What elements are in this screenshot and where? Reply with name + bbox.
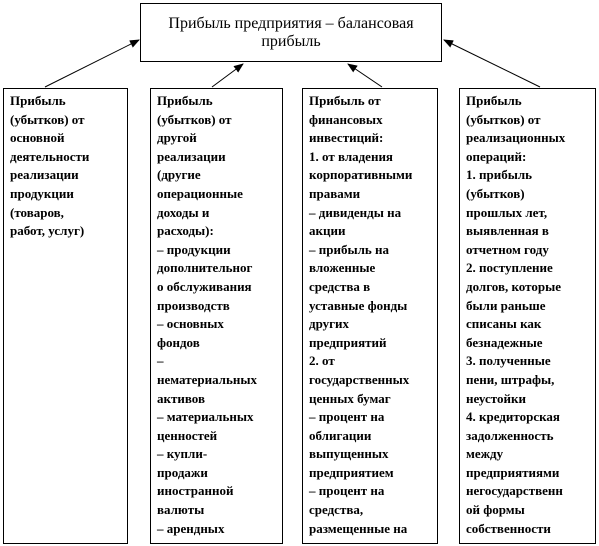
box-text-line: Прибыль: [466, 93, 522, 108]
box-text-line: активов: [157, 390, 205, 406]
box-text-line: средства в: [309, 278, 371, 294]
non-sales-operations-profit-box: [459, 88, 596, 544]
box-text-line: расходы):: [157, 223, 214, 239]
box-text-line: уставные фонды: [309, 297, 408, 313]
box-text-line: доходы и: [157, 204, 210, 220]
box-text-line: 2. поступление: [466, 260, 553, 276]
box-text-line: задолженность: [466, 427, 554, 443]
box-text-line: продукции: [10, 185, 74, 201]
box-text-line: Прибыль: [157, 93, 213, 108]
box-text-line: операций:: [466, 148, 527, 164]
box-text-line: облигации: [309, 427, 372, 443]
box-text-line: других: [309, 316, 350, 332]
box-text-line: – основных: [157, 316, 224, 332]
box-text-line: деятельности: [10, 148, 90, 164]
box-text-line: ценных бумаг: [309, 390, 391, 406]
box-text-line: финансовых: [309, 111, 383, 127]
box-text-line: Прибыль от: [309, 93, 381, 108]
arrow-col1-to-title: [45, 40, 139, 87]
box-text-line: неустойки: [466, 390, 526, 406]
box-text-line: 4. кредиторская: [466, 409, 560, 425]
box-text-line: инвестиций:: [309, 130, 384, 146]
box-text-line: дополнительног: [157, 260, 253, 276]
box-text-line: ценностей: [157, 427, 218, 443]
box-text-line: – прибыль на: [309, 241, 390, 257]
box-text-line: 1. прибыль: [466, 167, 533, 183]
box-text-line: (убытков) от: [157, 111, 232, 127]
arrow-col4-to-title: [444, 40, 540, 87]
box-text-line: (убытков): [466, 185, 525, 201]
box-text-line: – процент на: [309, 409, 385, 425]
box-text-line: – арендных: [157, 520, 225, 536]
box-text-line: основной: [10, 130, 65, 146]
box-text-line: ой формы: [466, 502, 525, 518]
box-text-line: – материальных: [157, 409, 254, 425]
box-text-line: о обслуживания: [157, 278, 252, 294]
box-text-line: предприятий: [309, 334, 387, 350]
box-text-line: списаны как: [466, 316, 542, 332]
box-text-line: (убытков) от: [466, 111, 541, 127]
box-text-line: – продукции: [157, 241, 231, 257]
box-text-line: долгов, которые: [466, 278, 561, 294]
box-text-line: отчетном году: [466, 241, 549, 257]
box-text-line: прошлых лет,: [466, 204, 548, 220]
box-text-line: иностранной: [157, 483, 234, 499]
box-text-line: реализации: [10, 167, 79, 183]
box-text-line: государственных: [309, 371, 410, 387]
box-text-line: реализации: [157, 148, 226, 164]
arrow-col3-to-title: [348, 64, 382, 87]
box-text-line: операционные: [157, 185, 243, 201]
box-text-line: корпоративными: [309, 167, 413, 183]
title-text: [168, 15, 413, 51]
box-text-line: собственности: [466, 520, 551, 536]
box-text-line: работ, услуг): [10, 223, 85, 239]
box-text-line: вложенные: [309, 260, 376, 276]
box-text-line: реализационных: [466, 130, 566, 146]
box-text-line: (убытков) от: [10, 111, 85, 127]
box-text-line: между: [466, 446, 504, 462]
box-text-line: валюты: [157, 502, 205, 518]
arrow-col2-to-title: [212, 64, 243, 87]
box-text-line: –: [157, 353, 164, 369]
title-line: прибыль: [261, 32, 321, 50]
box-text-line: – дивиденды на: [309, 204, 402, 220]
operating-activity-profit-box: [3, 88, 128, 544]
title-box: [140, 3, 442, 62]
box-text-line: предприятиями: [466, 464, 560, 480]
box-text-line: предприятием: [309, 464, 394, 480]
box-text-line: пени, штрафы,: [466, 371, 555, 387]
box-text-line: Прибыль: [10, 93, 66, 108]
box-text-line: – процент на: [309, 483, 385, 499]
box-text-line: 1. от владения: [309, 148, 393, 164]
box-text-line: производств: [157, 297, 230, 313]
box-text-line: 3. полученные: [466, 353, 551, 369]
box-text-line: (товаров,: [10, 204, 64, 220]
box-text-line: фондов: [157, 334, 200, 350]
box-text-line: размещенные на: [309, 520, 408, 536]
box-text-line: нематериальных: [157, 371, 257, 387]
box-text-line: – купли-: [157, 446, 208, 462]
box-text-line: были раньше: [466, 297, 546, 313]
financial-investments-profit-box: [302, 88, 438, 544]
title-line: Прибыль предприятия – балансовая: [168, 14, 414, 32]
box-text-line: выпущенных: [309, 446, 389, 462]
box-text-line: (другие: [157, 167, 201, 183]
box-text-line: 2. от: [309, 353, 335, 369]
box-text-line: безнадежные: [466, 334, 543, 350]
box-text-line: негосударственн: [466, 483, 563, 499]
box-text-line: выявленная в: [466, 223, 549, 239]
box-text-line: другой: [157, 130, 197, 146]
box-text-line: правами: [309, 185, 361, 201]
other-sales-profit-box: [150, 88, 283, 544]
box-text-line: средства,: [309, 502, 364, 518]
box-text-line: продажи: [157, 464, 208, 480]
box-text-line: акции: [309, 223, 346, 239]
